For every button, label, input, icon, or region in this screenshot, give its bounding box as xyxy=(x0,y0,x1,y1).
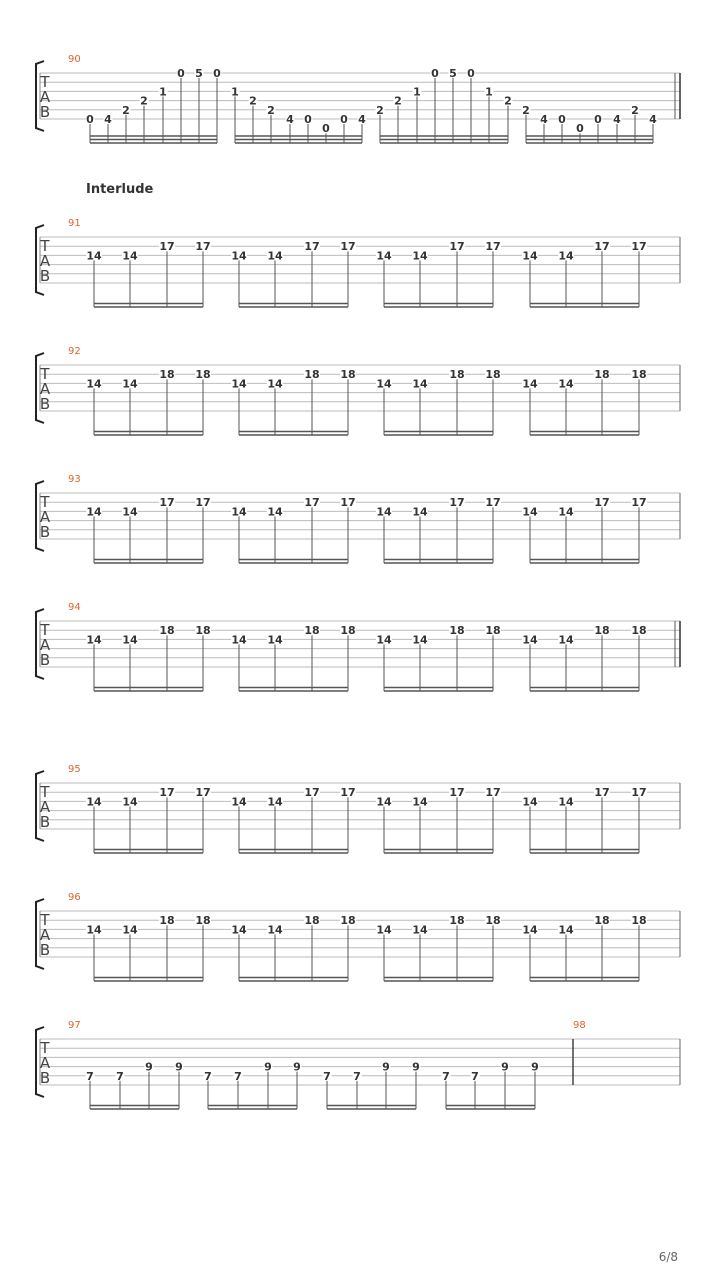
fret-number: 2 xyxy=(376,103,384,117)
tab-letter: T xyxy=(40,621,50,639)
fret-number: 2 xyxy=(267,103,275,117)
fret-number: 4 xyxy=(613,113,621,126)
fret-number: 14 xyxy=(122,249,138,263)
measure-number: 96 xyxy=(68,892,81,903)
tab-letter: B xyxy=(39,941,51,959)
fret-number: 18 xyxy=(195,368,211,382)
page-number: 6/8 xyxy=(658,1250,678,1264)
fret-number: 17 xyxy=(594,496,610,510)
fret-number: 14 xyxy=(267,505,283,519)
fret-number: 17 xyxy=(159,240,175,254)
fret-number: 14 xyxy=(86,795,102,809)
fret-number: 18 xyxy=(159,624,175,638)
fret-number: 2 xyxy=(394,94,402,108)
fret-number: 14 xyxy=(376,377,392,391)
fret-number: 7 xyxy=(234,1069,242,1083)
fret-number: 2 xyxy=(122,103,130,117)
fret-number: 9 xyxy=(293,1060,301,1074)
measure-number: 91 xyxy=(68,218,81,229)
fret-number: 7 xyxy=(204,1069,212,1083)
measure-number: 93 xyxy=(68,474,81,485)
fret-number: 14 xyxy=(558,249,574,263)
fret-number: 9 xyxy=(501,1060,509,1074)
fret-number: 14 xyxy=(86,505,102,519)
measure-number: 94 xyxy=(68,602,81,613)
fret-number: 5 xyxy=(195,67,203,80)
fret-number: 18 xyxy=(340,914,356,928)
fret-number: 18 xyxy=(195,624,211,638)
fret-number: 14 xyxy=(86,633,102,647)
fret-number: 14 xyxy=(522,795,538,809)
fret-number: 14 xyxy=(412,505,428,519)
fret-number: 14 xyxy=(122,795,138,809)
tab-letter: B xyxy=(39,395,51,413)
fret-number: 0 xyxy=(86,113,94,126)
fret-number: 17 xyxy=(449,496,465,510)
fret-number: 4 xyxy=(358,113,366,126)
fret-number: 14 xyxy=(558,377,574,391)
tab-letter: B xyxy=(39,651,51,669)
fret-number: 17 xyxy=(304,786,320,800)
fret-number: 17 xyxy=(485,786,501,800)
fret-number: 14 xyxy=(558,505,574,519)
fret-number: 7 xyxy=(323,1069,331,1083)
fret-number: 0 xyxy=(558,113,566,126)
fret-number: 14 xyxy=(522,923,538,937)
fret-number: 14 xyxy=(86,377,102,391)
fret-number: 17 xyxy=(304,240,320,254)
fret-number: 0 xyxy=(431,67,439,80)
fret-number: 14 xyxy=(86,249,102,263)
fret-number: 0 xyxy=(576,122,584,136)
fret-number: 17 xyxy=(485,496,501,510)
fret-number: 17 xyxy=(631,240,647,254)
tab-letter: B xyxy=(39,1069,51,1087)
tab-letter: B xyxy=(39,267,51,285)
tab-letter: A xyxy=(39,798,51,816)
fret-number: 14 xyxy=(376,923,392,937)
fret-number: 14 xyxy=(267,249,283,263)
fret-number: 7 xyxy=(442,1069,450,1083)
tab-letter: B xyxy=(39,813,51,831)
fret-number: 17 xyxy=(485,240,501,254)
fret-number: 17 xyxy=(449,240,465,254)
fret-number: 14 xyxy=(122,377,138,391)
fret-number: 18 xyxy=(340,368,356,382)
fret-number: 14 xyxy=(231,249,247,263)
fret-number: 14 xyxy=(122,633,138,647)
tab-letter: A xyxy=(39,88,51,106)
tab-letter: B xyxy=(39,523,51,541)
fret-number: 14 xyxy=(231,505,247,519)
fret-number: 18 xyxy=(449,368,465,382)
fret-number: 9 xyxy=(531,1060,539,1074)
fret-number: 14 xyxy=(267,923,283,937)
measure-number: 97 xyxy=(68,1020,81,1031)
fret-number: 17 xyxy=(631,496,647,510)
fret-number: 14 xyxy=(86,923,102,937)
fret-number: 18 xyxy=(631,368,647,382)
measure-number: 98 xyxy=(573,1020,586,1031)
fret-number: 14 xyxy=(412,377,428,391)
fret-number: 14 xyxy=(376,505,392,519)
fret-number: 2 xyxy=(249,94,257,108)
fret-number: 14 xyxy=(522,249,538,263)
fret-number: 9 xyxy=(145,1060,153,1074)
fret-number: 14 xyxy=(122,505,138,519)
fret-number: 17 xyxy=(340,240,356,254)
fret-number: 17 xyxy=(449,786,465,800)
fret-number: 18 xyxy=(449,914,465,928)
fret-number: 0 xyxy=(594,113,602,126)
tab-letter: A xyxy=(39,252,51,270)
fret-number: 1 xyxy=(485,85,493,99)
fret-number: 9 xyxy=(382,1060,390,1074)
fret-number: 0 xyxy=(304,113,312,126)
fret-number: 4 xyxy=(104,113,112,126)
fret-number: 14 xyxy=(267,795,283,809)
fret-number: 1 xyxy=(159,85,167,99)
measure-number: 92 xyxy=(68,346,81,357)
tab-letter: T xyxy=(40,365,50,383)
fret-number: 14 xyxy=(522,377,538,391)
tab-letter: T xyxy=(40,237,50,255)
fret-number: 18 xyxy=(631,624,647,638)
fret-number: 17 xyxy=(159,496,175,510)
fret-number: 9 xyxy=(412,1060,420,1074)
fret-number: 14 xyxy=(558,795,574,809)
fret-number: 17 xyxy=(195,240,211,254)
fret-number: 5 xyxy=(449,67,457,80)
fret-number: 18 xyxy=(485,914,501,928)
fret-number: 14 xyxy=(231,377,247,391)
tab-letter: A xyxy=(39,636,51,654)
fret-number: 9 xyxy=(175,1060,183,1074)
fret-number: 18 xyxy=(631,914,647,928)
fret-number: 1 xyxy=(231,85,239,99)
fret-number: 17 xyxy=(631,786,647,800)
fret-number: 18 xyxy=(304,914,320,928)
fret-number: 7 xyxy=(86,1069,94,1083)
fret-number: 14 xyxy=(412,633,428,647)
fret-number: 0 xyxy=(340,113,348,126)
measure-number: 90 xyxy=(68,54,81,65)
fret-number: 0 xyxy=(213,67,221,80)
tab-letter: T xyxy=(40,73,50,91)
fret-number: 14 xyxy=(522,505,538,519)
fret-number: 17 xyxy=(340,786,356,800)
fret-number: 2 xyxy=(504,94,512,108)
fret-number: 18 xyxy=(449,624,465,638)
fret-number: 14 xyxy=(267,633,283,647)
fret-number: 2 xyxy=(522,103,530,117)
fret-number: 18 xyxy=(594,624,610,638)
tab-letter: A xyxy=(39,1054,51,1072)
fret-number: 14 xyxy=(558,923,574,937)
fret-number: 18 xyxy=(594,914,610,928)
fret-number: 17 xyxy=(304,496,320,510)
tab-letter: T xyxy=(40,911,50,929)
fret-number: 14 xyxy=(122,923,138,937)
fret-number: 17 xyxy=(594,240,610,254)
tab-letter: T xyxy=(40,783,50,801)
fret-number: 14 xyxy=(412,249,428,263)
fret-number: 2 xyxy=(631,103,639,117)
fret-number: 1 xyxy=(413,85,421,99)
fret-number: 17 xyxy=(340,496,356,510)
fret-number: 14 xyxy=(412,795,428,809)
fret-number: 17 xyxy=(195,786,211,800)
fret-number: 14 xyxy=(376,795,392,809)
fret-number: 14 xyxy=(231,795,247,809)
fret-number: 0 xyxy=(467,67,475,80)
fret-number: 9 xyxy=(264,1060,272,1074)
fret-number: 4 xyxy=(286,113,294,126)
section-label: Interlude xyxy=(86,182,154,197)
fret-number: 0 xyxy=(322,122,330,136)
fret-number: 18 xyxy=(485,368,501,382)
fret-number: 14 xyxy=(522,633,538,647)
fret-number: 18 xyxy=(195,914,211,928)
fret-number: 18 xyxy=(304,368,320,382)
fret-number: 18 xyxy=(340,624,356,638)
fret-number: 18 xyxy=(304,624,320,638)
tab-letter: B xyxy=(39,103,51,121)
fret-number: 14 xyxy=(267,377,283,391)
fret-number: 0 xyxy=(177,67,185,80)
fret-number: 18 xyxy=(485,624,501,638)
fret-number: 17 xyxy=(195,496,211,510)
fret-number: 17 xyxy=(159,786,175,800)
fret-number: 14 xyxy=(558,633,574,647)
tab-letter: A xyxy=(39,926,51,944)
measure-number: 95 xyxy=(68,764,81,775)
fret-number: 14 xyxy=(376,249,392,263)
fret-number: 7 xyxy=(471,1069,479,1083)
fret-number: 4 xyxy=(540,113,548,126)
fret-number: 14 xyxy=(412,923,428,937)
fret-number: 14 xyxy=(231,923,247,937)
tab-letter: T xyxy=(40,493,50,511)
tab-letter: A xyxy=(39,508,51,526)
fret-number: 18 xyxy=(159,368,175,382)
tab-letter: A xyxy=(39,380,51,398)
fret-number: 17 xyxy=(594,786,610,800)
fret-number: 7 xyxy=(116,1069,124,1083)
fret-number: 4 xyxy=(649,113,657,126)
tab-letter: T xyxy=(40,1039,50,1057)
fret-number: 2 xyxy=(140,94,148,108)
fret-number: 18 xyxy=(159,914,175,928)
fret-number: 14 xyxy=(231,633,247,647)
fret-number: 14 xyxy=(376,633,392,647)
fret-number: 18 xyxy=(594,368,610,382)
fret-number: 7 xyxy=(353,1069,361,1083)
